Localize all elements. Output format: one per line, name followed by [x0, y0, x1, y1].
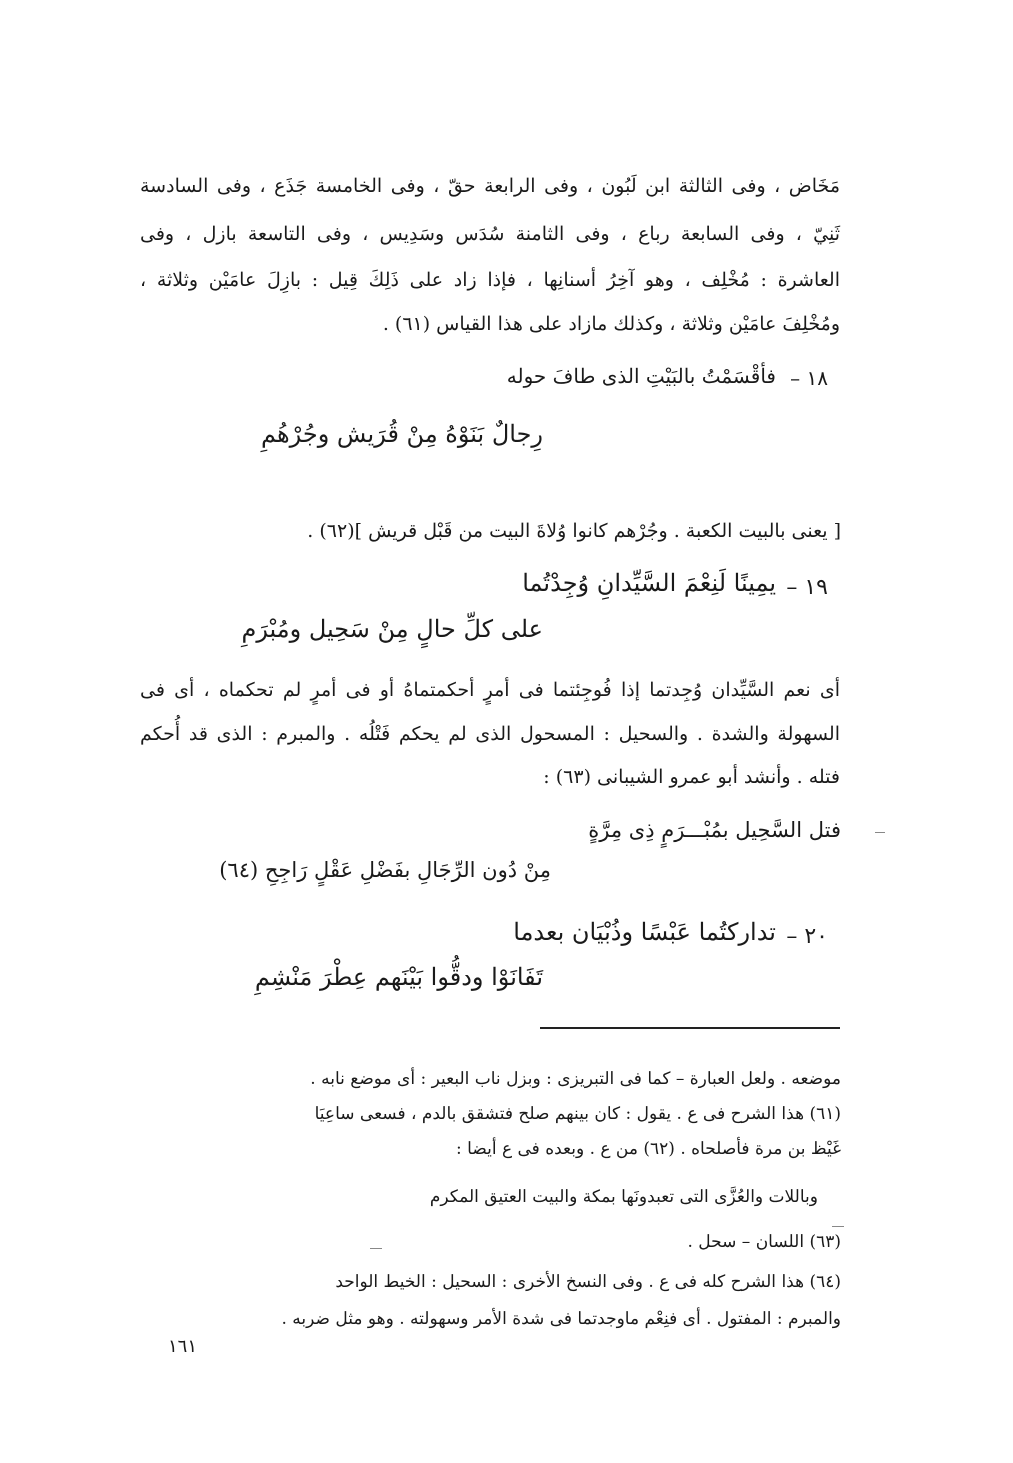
verse-20-first-hemistich: تداركتُما عَبْسًا وذُبْيَان بعدما — [513, 918, 776, 946]
footnote-line-4: وباللات والعُزَّى التى تعبدونَها بمكة والبيت العتيق المكرم — [429, 1187, 818, 1207]
quoted-verse-first-hemistich: فتل السَّحِيل بمُبْـــرَمٍ ذِى مِرَّةٍ — [588, 818, 841, 842]
intro-line-2: ثَنِيّ ، وفى السابعة رباع ، وفى الثامنة سُدَس وسَدِيس ، وفى التاسعة بازل ، وفى — [140, 223, 840, 245]
margin-mark — [875, 832, 885, 833]
verse-20-second-hemistich: تَفَانَوْا ودقُّوا بَيْنَهم عِطْرَ مَنْشِمِ — [254, 963, 543, 991]
margin-mark — [370, 1248, 382, 1249]
footnote-line-7: والمبرم : المفتول . أى فنِعْم ماوجدتما فى شدة الأمر وسهولته . وهو مثل ضربه . — [281, 1309, 841, 1329]
intro-line-3: العاشرة : مُخْلِف ، وهو آخِرُ أسنانِها ، فإذا زاد على ذَلِكَ قِيل : بازِلَ عامَيْن وثلاثة ، — [140, 269, 840, 291]
footnote-line-6: (٦٤) هذا الشرح كله فى ع . وفى النسخ الأخرى : السحيل : الخيط الواحد — [335, 1272, 841, 1292]
verse-20-number: ٢٠ – — [786, 924, 828, 949]
footnote-rule — [540, 1027, 840, 1029]
footnote-line-5: (٦٣) اللسان – سحل . — [687, 1232, 841, 1252]
verse-18-number: ١٨ – — [790, 366, 828, 390]
intro-line-4: ومُخْلِفَ عامَيْن وثلاثة ، وكذلك مازاد على هذا القياس (٦١) . — [382, 313, 840, 335]
intro-line-1: مَخَاض ، وفى الثالثة ابن لَبُون ، وفى الرابعة حقّ ، وفى الخامسة جَذَع ، وفى السادسة — [140, 175, 840, 197]
footnote-line-1: موضعه . ولعل العبارة – كما فى التبريزى : وبزل ناب البعير : أى موضع نابه . — [310, 1069, 841, 1089]
verse-18-gloss: [ يعنى بالبيت الكعبة . وجُرْهم كانوا وُلاةَ البيت من قَبْل قريش ](٦٢) . — [307, 520, 841, 542]
verse-19-commentary-line-1: أى نعم السَّيِّدان وُجِدتما إذا فُوجِئتما فى أمرٍ أحكمتماهُ أو فى أمرٍ لم تحكماه ، أى فى — [140, 679, 840, 701]
verse-19-number: ١٩ – — [786, 575, 828, 600]
verse-19-commentary-line-2: السهولة والشدة . والسحيل : المسحول الذى لم يحكم فَتْلُه . والمبرم : الذى قد أُحكم — [140, 723, 840, 745]
page-number: ١٦١ — [168, 1336, 198, 1357]
verse-18-first-hemistich: فأقْسَمْتُ بالبَيْتِ الذى طافَ حوله — [506, 364, 776, 388]
margin-mark — [832, 1226, 844, 1227]
footnote-line-2: (٦١) هذا الشرح فى ع . يقول : كان بينهم صلح فتشقق بالدم ، فسعى ساعِيَا — [314, 1104, 841, 1124]
verse-19-second-hemistich: على كلِّ حالٍ مِنْ سَحِيل ومُبْرَمِ — [241, 615, 543, 643]
footnote-line-3: غَيْظ بن مرة فأصلحاه . (٦٢) من ع . وبعده فى ع أيضا : — [456, 1139, 841, 1159]
verse-19-first-hemistich: يمِينًا لَنِعْمَ السَّيِّدانِ وُجِدْتُما — [522, 569, 776, 597]
verse-18-second-hemistich: رِجالٌ بَنَوْهُ مِنْ قُرَيش وجُرْهُمِ — [261, 420, 543, 448]
quoted-verse-second-hemistich: مِنْ دُون الرِّجَالِ بفَضْلِ عَقْلٍ رَاجِحِ (٦٤) — [219, 858, 551, 882]
verse-19-commentary-line-3: فتله . وأنشد أبو عمرو الشيبانى (٦٣) : — [543, 766, 840, 788]
